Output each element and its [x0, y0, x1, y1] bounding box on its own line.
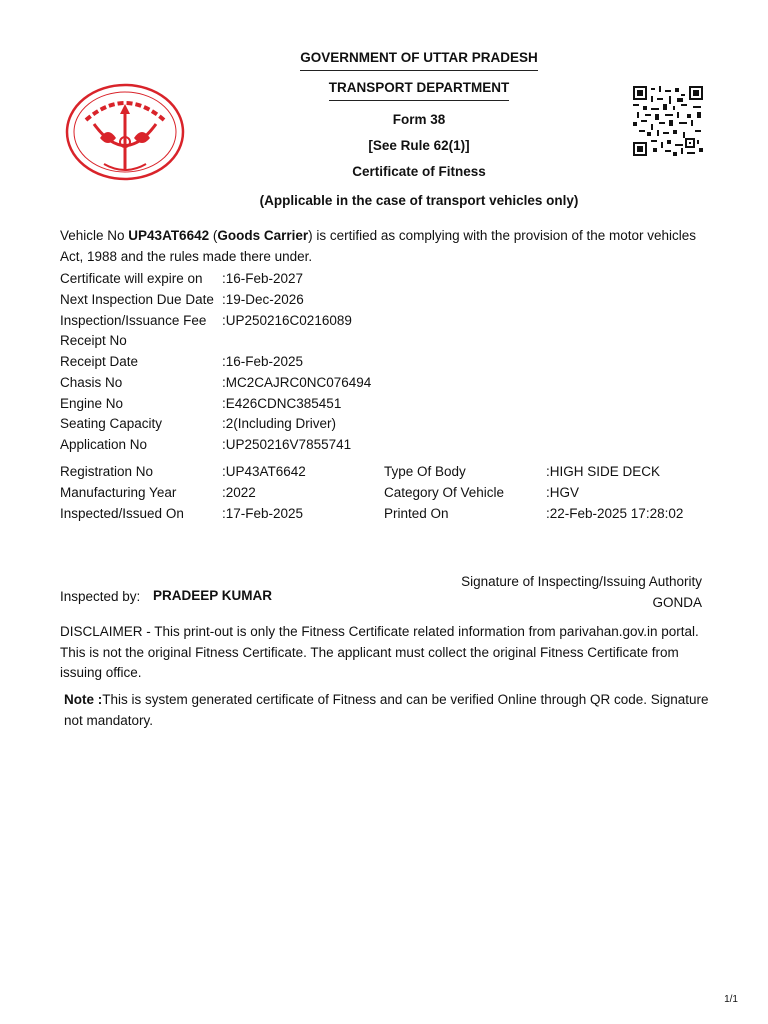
qr-code-icon	[633, 86, 703, 159]
detail-value-next-inspection: :19-Dec-2026	[222, 292, 304, 307]
certificate-subtitle: (Applicable in the case of transport vehicles only)	[259, 193, 579, 208]
detail-value-engine: :E426CDNC385451	[222, 396, 342, 411]
grid-label-mfg-year: Manufacturing Year	[60, 485, 177, 500]
note	[64, 690, 712, 731]
detail-value-application: :UP250216V7855741	[222, 437, 352, 452]
grid-value-printed-on: :22-Feb-2025 17:28:02	[546, 506, 684, 521]
rule-reference: [See Rule 62(1)]	[368, 138, 470, 153]
detail-value-seating: :2(Including Driver)	[222, 416, 337, 431]
signature-authority: Signature of Inspecting/Issuing Authority	[461, 574, 702, 589]
detail-label-chasis: Chasis No	[60, 375, 123, 390]
certificate-title: Certificate of Fitness	[352, 164, 486, 179]
inspected-by-label: Inspected by:	[60, 589, 141, 604]
disclaimer-line2: This is not the original Fitness Certificate. The applicant must collect the original Fitness Certificate from	[60, 644, 679, 660]
page-number: 1/1	[724, 994, 738, 1005]
intro-prefix: Vehicle No	[60, 228, 129, 243]
detail-value-expiry: :16-Feb-2027	[222, 271, 304, 286]
detail-value-chasis: :MC2CAJRC0NC076494	[222, 375, 372, 390]
grid-value-category: :HGV	[546, 485, 580, 500]
detail-label-engine: Engine No	[60, 396, 124, 411]
form-number: Form 38	[392, 112, 446, 127]
disclaimer-line1: DISCLAIMER - This print-out is only the Fitness Certificate related information from parivahan.gov.in portal.	[60, 624, 699, 639]
signature-office: GONDA	[652, 595, 702, 610]
vehicle-class: Goods Carrier	[217, 228, 309, 243]
detail-label-application: Application No	[60, 437, 148, 452]
grid-label-registration: Registration No	[60, 464, 154, 479]
detail-label-fee: Inspection/Issuance Fee	[60, 313, 207, 328]
disclaimer-line3: issuing office.	[60, 665, 142, 680]
grid-label-issued-on: Inspected/Issued On	[60, 506, 184, 521]
intro-clause: ) is certified as complying with the provision of the motor vehicles	[308, 228, 697, 243]
detail-label-expiry: Certificate will expire on	[60, 271, 203, 286]
disclaimer	[60, 622, 708, 684]
note-text-line2: not mandatory.	[64, 712, 154, 728]
grid-value-body-type: :HIGH SIDE DECK	[546, 464, 661, 479]
detail-value-receipt-date: :16-Feb-2025	[222, 354, 304, 369]
detail-label-receipt-no: Receipt No	[60, 333, 127, 348]
govt-heading-text: GOVERNMENT OF UTTAR PRADESH	[300, 50, 538, 71]
grid-label-printed-on: Printed On	[384, 506, 449, 521]
grid-value-registration: :UP43AT6642	[222, 464, 306, 479]
detail-label-next-inspection: Next Inspection Due Date	[60, 292, 214, 307]
note-label: Note :	[64, 692, 103, 707]
intro-line2: Act, 1988 and the rules made there under.	[60, 248, 313, 264]
inspector-name: PRADEEP KUMAR	[153, 588, 273, 603]
detail-value-fee: :UP250216C0216089	[222, 313, 352, 328]
detail-label-receipt-date: Receipt Date	[60, 354, 139, 369]
dept-heading-text: TRANSPORT DEPARTMENT	[329, 80, 510, 101]
grid-label-body-type: Type Of Body	[384, 464, 466, 479]
detail-label-seating: Seating Capacity	[60, 416, 163, 431]
up-government-seal-icon	[64, 82, 186, 185]
vehicle-number: UP43AT6642	[128, 228, 210, 243]
intro-statement	[60, 226, 708, 267]
intro-paren-open: (	[209, 228, 218, 243]
govt-heading	[0, 50, 768, 65]
grid-label-category: Category Of Vehicle	[384, 485, 505, 500]
note-text-line1: This is system generated certificate of Fitness and can be verified Online through QR code. Signature	[102, 692, 709, 707]
grid-value-mfg-year: :2022	[222, 485, 256, 500]
grid-value-issued-on: :17-Feb-2025	[222, 506, 304, 521]
